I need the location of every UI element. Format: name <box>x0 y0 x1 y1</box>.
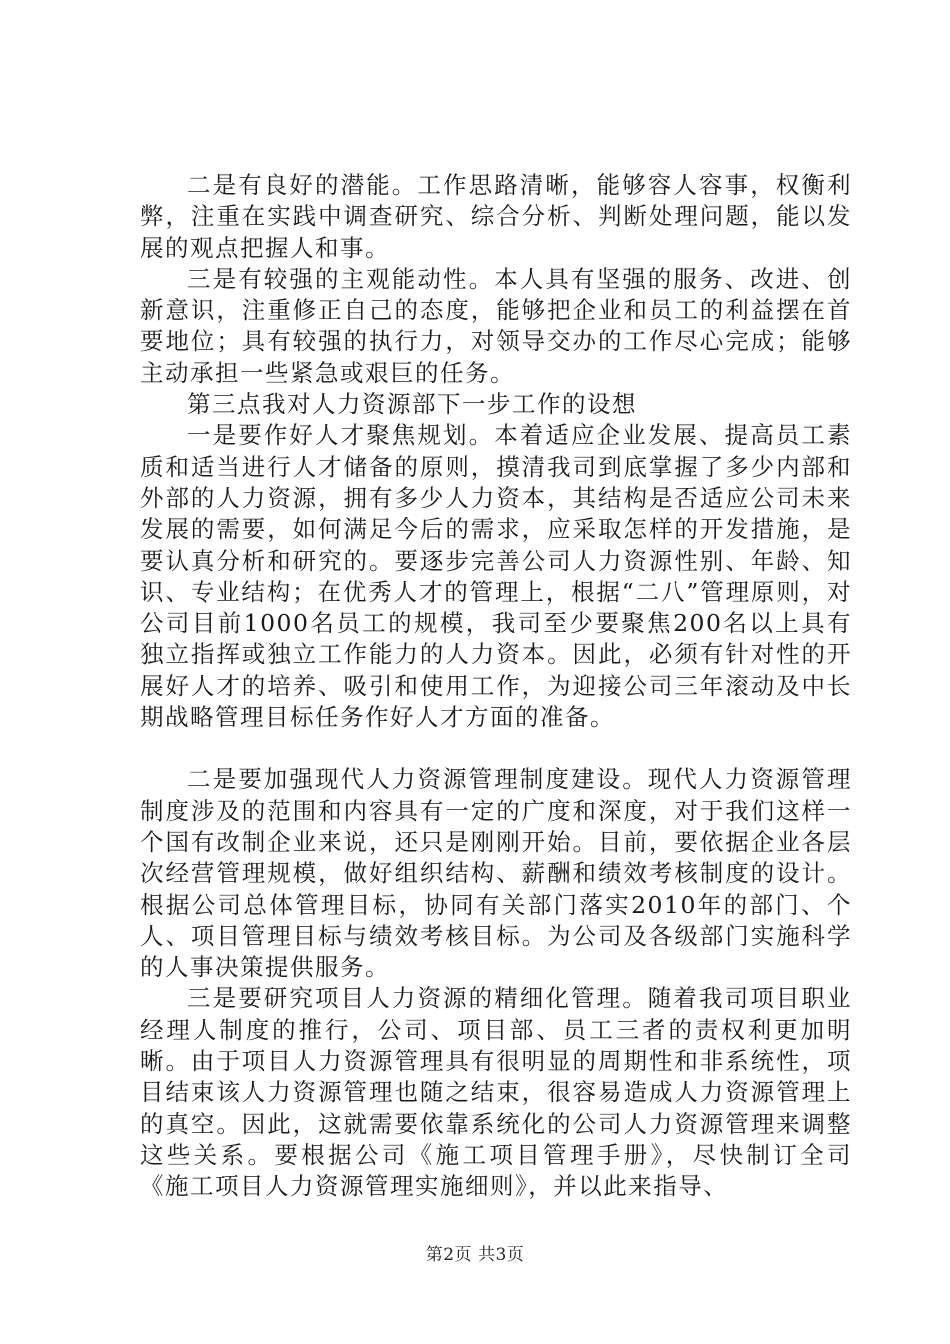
paragraph-talent-planning: 一是要作好人才聚焦规划。本着适应企业发展、提高员工素质和适当进行人才储备的原则，摸清我司到底掌握了多少内部和外部的人力资源，拥有多少人力资本，其结构是否适应公司未来发展的需要，如何满足今后的需求，应采取怎样的开发措施，是要认真分析和研究的。要逐步完善公司人力资源性别、年龄、知识、专业结构；在优秀人才的管理上，根据“二八”管理原则，对公司目前1000名员工的规模，我司至少要聚焦200名以上具有独立指挥或独立工作能力的人力资本。因此，必须有针对性的开展好人才的培养、吸引和使用工作，为迎接公司三年滚动及中长期战略管理目标任务作好人才方面的准备。 <box>140 421 852 732</box>
page-footer <box>0 1244 950 1266</box>
paragraph-potential: 二是有良好的潜能。工作思路清晰，能够容人容事，权衡利弊，注重在实践中调查研究、综合分析、判断处理问题，能以发展的观点把握人和事。 <box>140 171 852 262</box>
paragraph-initiative: 三是有较强的主观能动性。本人具有坚强的服务、改进、创新意识，注重修正自己的态度，能够把企业和员工的利益摆在首要地位；具有较强的执行力，对领导交办的工作尽心完成；能够主动承担一些紧急或艰巨的任务。 <box>140 264 852 387</box>
page-number-label: 第2页 共3页 <box>425 1245 525 1265</box>
section-heading-plans: 第三点我对人力资源部下一步工作的设想 <box>187 390 637 419</box>
paragraph-project-hr: 三是要研究项目人力资源的精细化管理。随着我司项目职业经理人制度的推行，公司、项目部、员工三者的责权利更加明晰。由于项目人力资源管理具有很明显的周期性和非系统性，项目结束该人力资源管理也随之结束，很容易造成人力资源管理上的真空。因此，这就需要依靠系统化的公司人力资源管理来调整这些关系。要根据公司《施工项目管理手册》，尽快制订全司《施工项目人力资源管理实施细则》，并以此来指导、 <box>140 984 852 1201</box>
paragraph-hr-system: 二是要加强现代人力资源管理制度建设。现代人力资源管理制度涉及的范围和内容具有一定的广度和深度，对于我们这样一个国有改制企业来说，还只是刚刚开始。目前，要依据企业各层次经营管理规模，做好组织结构、薪酬和绩效考核制度的设计。根据公司总体管理目标，协同有关部门落实2010年的部门、个人、项目管理目标与绩效考核目标。为公司及各级部门实施科学的人事决策提供服务。 <box>140 765 852 982</box>
document-body <box>140 170 852 1203</box>
